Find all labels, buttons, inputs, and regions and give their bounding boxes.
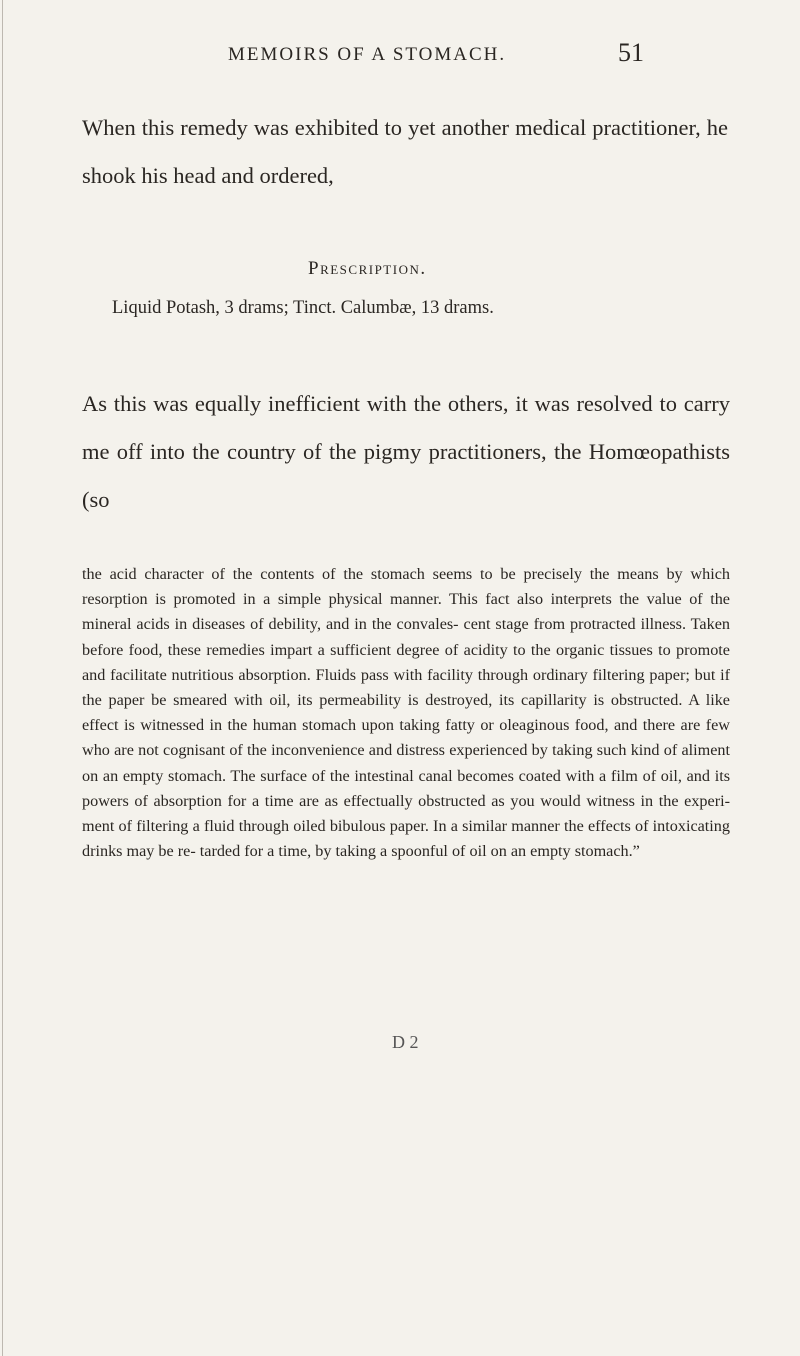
page-binding-edge bbox=[2, 0, 3, 1356]
paragraph-intro: When this remedy was exhibited to yet another medical practitioner, he shook his head and ordered, bbox=[82, 115, 728, 188]
prescription-heading: Prescription. bbox=[308, 258, 427, 279]
footnote-text: the acid character of the contents of the stomach seems to be precisely the means by which resorption is promoted in a simple physical manner. This fact also interprets the value of the mineral acids in diseases of debility, and in the convales- cent stage from protracted illness. Taken before food, these remedies impart a sufficient degree of acidity to the organic tissues to promote and facilitate nutritious absorption. Fluids pass with facility through ordinary filtering paper; but if the paper be smeared with oil, its permeability is destroyed, its capillarity is obstructed. A like effect is witnessed in the human stomach upon taking fatty or oleaginous food, and there are few who are not cognisant of the inconvenience and distress experienced by taking such kind of aliment on an empty stomach. The surface of the intestinal canal becomes coated with a film of oil, and its powers of absorption for a time are as effectually obstructed as you would witness in the experi- ment of filtering a fluid through oiled bibulous paper. In a similar manner the effects of intoxicating drinks may be re- tarded for a time, by taking a spoonful of oil on an empty stomach.” bbox=[82, 565, 730, 861]
running-title: MEMOIRS OF A STOMACH. bbox=[228, 44, 507, 65]
page-number: 51 bbox=[618, 38, 644, 67]
prescription-line: Liquid Potash, 3 drams; Tinct. Calumbæ, 13 drams. bbox=[112, 298, 494, 318]
signature-mark: D 2 bbox=[392, 1032, 419, 1052]
paragraph-homoeopathists: As this was equally inefficient with the others, it was resolved to carry me off into the country of the pigmy practitioners, the Homœopathists (so bbox=[82, 391, 730, 512]
